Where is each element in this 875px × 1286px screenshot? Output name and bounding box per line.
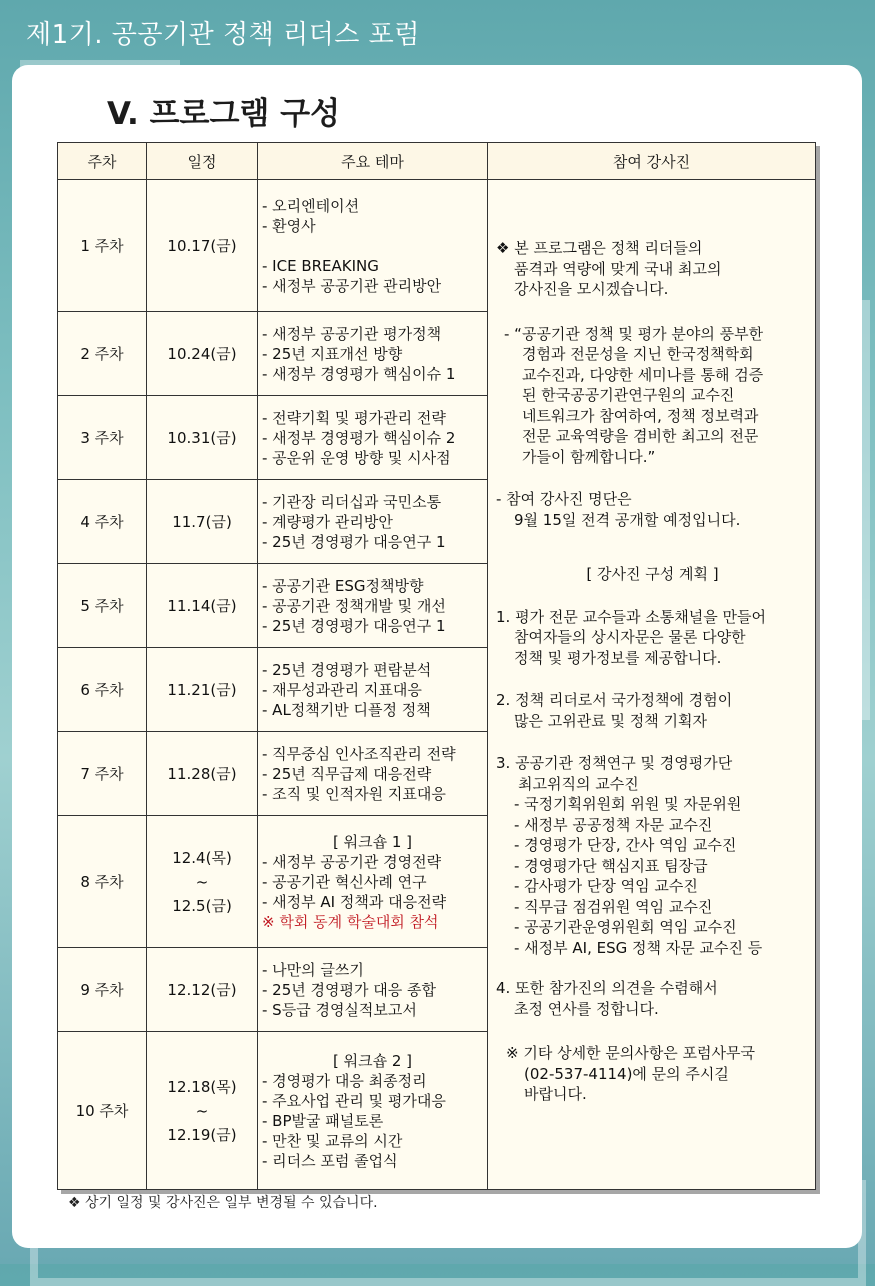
theme-item: - BP발굴 패널토론: [262, 1111, 384, 1130]
text-line: 2. 정책 리더로서 국가정책에 경험이: [496, 691, 733, 709]
week-cell: 6 주차: [58, 648, 147, 732]
theme-cell: [258, 1032, 488, 1190]
date-text: 11.28(금): [167, 764, 237, 783]
theme-item: - 직무중심 인사조직관리 전략: [262, 744, 456, 763]
week-cell: 2 주차: [58, 312, 147, 396]
theme-item: - 경영평가 대응 최종정리: [262, 1071, 427, 1090]
theme-item: - 새정부 공공기관 평가정책: [262, 324, 442, 343]
instructor-list-note: [496, 489, 809, 530]
week-cell: 9 주차: [58, 948, 147, 1032]
theme-item: - 25년 경영평가 대응 종합: [262, 980, 436, 999]
text-line: 최고위직의 교수진: [518, 774, 639, 793]
theme-item: - 새정부 공공기관 경영전략: [262, 852, 442, 871]
list-item: - 경영평가단 핵심지표 팀장급: [514, 856, 708, 875]
theme-item: - 계량평가 관리방안: [262, 512, 393, 531]
theme-item: - 공공기관 ESG정책방향: [262, 576, 424, 595]
theme-item: [262, 236, 483, 256]
date-text: 12.18(목): [167, 1077, 237, 1096]
instructors-cell: [488, 180, 816, 1190]
text-line: 많은 고위관료 및 정책 기획자: [514, 711, 707, 730]
date-cell: [147, 1032, 258, 1190]
theme-item: - 기관장 리더십과 국민소통: [262, 492, 442, 511]
date-cell: [147, 396, 258, 480]
list-item: - 새정부 공공정책 자문 교수진: [514, 815, 713, 834]
conference-notice: ※ 학회 동계 학술대회 참석: [262, 912, 439, 931]
date-cell: [147, 180, 258, 312]
date-text: 10.17(금): [167, 236, 237, 255]
date-text: 11.14(금): [167, 596, 237, 615]
plan-item-3: [496, 753, 809, 794]
theme-cell: [258, 180, 488, 312]
text-line: 3. 공공기관 정책연구 및 경영평가단: [496, 754, 733, 772]
week-cell: 1 주차: [58, 180, 147, 312]
date-text: ~: [195, 1101, 209, 1120]
workshop-label: [ 워크숍 2 ]: [332, 1051, 413, 1070]
text-line: 품격과 역량에 맞게 국내 최고의: [514, 259, 722, 278]
date-text: 10.31(금): [167, 428, 237, 447]
list-item: - 새정부 AI, ESG 정책 자문 교수진 등: [514, 938, 763, 957]
text-line: 경험과 전문성을 지닌 한국정책학회: [522, 345, 754, 363]
theme-cell: [258, 648, 488, 732]
week-cell: 8 주차: [58, 816, 147, 948]
text-line: 강사진을 모시겠습니다.: [514, 280, 669, 298]
plan-item-3-list: [496, 794, 809, 958]
theme-cell: [258, 732, 488, 816]
week-cell: 3 주차: [58, 396, 147, 480]
theme-item: - 조직 및 인적자원 지표대응: [262, 784, 446, 803]
theme-cell: [258, 564, 488, 648]
theme-item: - 25년 경영평가 대응연구 1: [262, 616, 446, 635]
text-line: 된 한국공공기관연구원의 교수진: [522, 386, 735, 404]
instructor-quote: [496, 324, 809, 468]
text-line: ※ 기타 상세한 문의사항은 포럼사무국: [506, 1044, 755, 1062]
text-line: 네트워크가 참여하여, 정책 정보력과: [522, 406, 759, 425]
text-line: - “공공기관 정책 및 평가 분야의 풍부한: [504, 324, 764, 343]
column-header-instructors: 참여 강사진: [488, 143, 816, 180]
theme-cell: [258, 396, 488, 480]
text-line: (02-537-4114)에 문의 주시길: [524, 1064, 729, 1083]
theme-item: - 공공기관 혁신사례 연구: [262, 872, 427, 891]
header-title: 제1기. 공공기관 정책 리더스 포럼: [26, 20, 420, 50]
text-line: 초정 연사를 정합니다.: [514, 999, 659, 1018]
date-text: 12.5(금): [172, 896, 232, 915]
theme-item: - ICE BREAKING: [262, 256, 379, 275]
theme-item: - AL정책기반 디플정 정책: [262, 700, 431, 719]
plan-item-2: [496, 690, 809, 731]
theme-item: - 오리엔테이션: [262, 196, 360, 215]
plan-item-4: [496, 978, 809, 1019]
theme-item: - 나만의 글쓰기: [262, 960, 364, 979]
plan-title: [ 강사진 구성 계획 ]: [586, 565, 719, 583]
date-text: 12.19(금): [167, 1125, 237, 1144]
theme-item: - 25년 직무급제 대응전략: [262, 764, 432, 783]
theme-item: - 새정부 경영평가 핵심이슈 2: [262, 428, 456, 447]
table-header-row: [58, 143, 816, 180]
date-cell: [147, 732, 258, 816]
date-cell: [147, 480, 258, 564]
program-table: [57, 142, 816, 1190]
table-row: [58, 180, 816, 312]
theme-item: - 공공기관 정책개발 및 개선: [262, 596, 446, 615]
list-item: - 공공기관운영위원회 역임 교수진: [514, 918, 737, 936]
week-cell: 7 주차: [58, 732, 147, 816]
instructor-intro: [496, 238, 809, 300]
date-text: 12.4(목): [172, 848, 232, 867]
section-title: V. 프로그램 구성: [107, 96, 341, 132]
text-line: 1. 평가 전문 교수들과 소통채널을 만들어: [496, 607, 766, 626]
date-cell: [147, 564, 258, 648]
week-cell: 5 주차: [58, 564, 147, 648]
theme-item: - 새정부 경영평가 핵심이슈 1: [262, 364, 456, 383]
date-cell: [147, 312, 258, 396]
theme-item: - 공운위 운영 방향 및 시사점: [262, 448, 451, 467]
date-text: 12.12(금): [167, 980, 237, 999]
text-line: - 참여 강사진 명단은: [496, 490, 632, 508]
week-cell: 10 주차: [58, 1032, 147, 1190]
theme-cell: [258, 816, 488, 948]
date-cell: [147, 648, 258, 732]
date-text: ~: [195, 872, 209, 891]
text-line: 가들이 함께합니다.”: [522, 447, 656, 466]
date-text: 11.7(금): [172, 512, 232, 531]
theme-item: - S등급 경영실적보고서: [262, 1000, 417, 1019]
theme-item: - 환영사: [262, 216, 316, 235]
column-header-date: 일정: [147, 143, 258, 180]
list-item: - 감사평가 단장 역임 교수진: [514, 877, 698, 895]
text-line: 바랍니다.: [524, 1085, 587, 1103]
week-cell: 4 주차: [58, 480, 147, 564]
text-line: 9월 15일 전격 공개할 예정입니다.: [514, 510, 741, 529]
date-cell: [147, 948, 258, 1032]
theme-item: - 새정부 AI 정책과 대응전략: [262, 892, 447, 911]
date-text: 10.24(금): [167, 344, 237, 363]
list-item: - 직무급 점검위원 역임 교수진: [514, 897, 713, 916]
text-line: 정책 및 평가정보를 제공합니다.: [514, 648, 722, 667]
theme-cell: [258, 312, 488, 396]
theme-cell: [258, 480, 488, 564]
workshop-label: [ 워크숍 1 ]: [332, 832, 413, 851]
theme-item: - 25년 경영평가 편람분석: [262, 660, 432, 679]
theme-item: - 리더스 포럼 졸업식: [262, 1151, 398, 1170]
theme-cell: [258, 948, 488, 1032]
theme-item: - 만찬 및 교류의 시간: [262, 1131, 403, 1150]
text-line: 교수진과, 다양한 세미나를 통해 검증: [522, 365, 764, 384]
text-line: 전문 교육역량을 겸비한 최고의 전문: [522, 427, 759, 445]
theme-item: - 주요사업 관리 및 평가대응: [262, 1091, 446, 1110]
footnote: ❖ 상기 일정 및 강사진은 일부 변경될 수 있습니다.: [68, 1195, 378, 1211]
plan-item-1: [496, 607, 809, 669]
theme-item: - 재무성과관리 지표대응: [262, 680, 422, 699]
theme-item: - 새정부 공공기관 관리방안: [262, 276, 442, 295]
text-line: ❖ 본 프로그램은 정책 리더들의: [496, 239, 703, 257]
text-line: 참여자들의 상시자문은 물론 다양한: [514, 628, 746, 646]
column-header-week: 주차: [58, 143, 147, 180]
text-line: 4. 또한 참가진의 의견을 수렴해서: [496, 979, 718, 997]
date-cell: [147, 816, 258, 948]
theme-item: - 25년 경영평가 대응연구 1: [262, 532, 446, 551]
theme-item: - 25년 지표개선 방향: [262, 344, 403, 363]
contact-note: [496, 1043, 809, 1105]
theme-item: - 전략기획 및 평가관리 전략: [262, 408, 446, 427]
list-item: - 국정기획위원회 위원 및 자문위원: [514, 795, 742, 813]
column-header-theme: 주요 테마: [258, 143, 488, 180]
date-text: 11.21(금): [167, 680, 237, 699]
list-item: - 경영평가 단장, 간사 역임 교수진: [514, 836, 737, 854]
